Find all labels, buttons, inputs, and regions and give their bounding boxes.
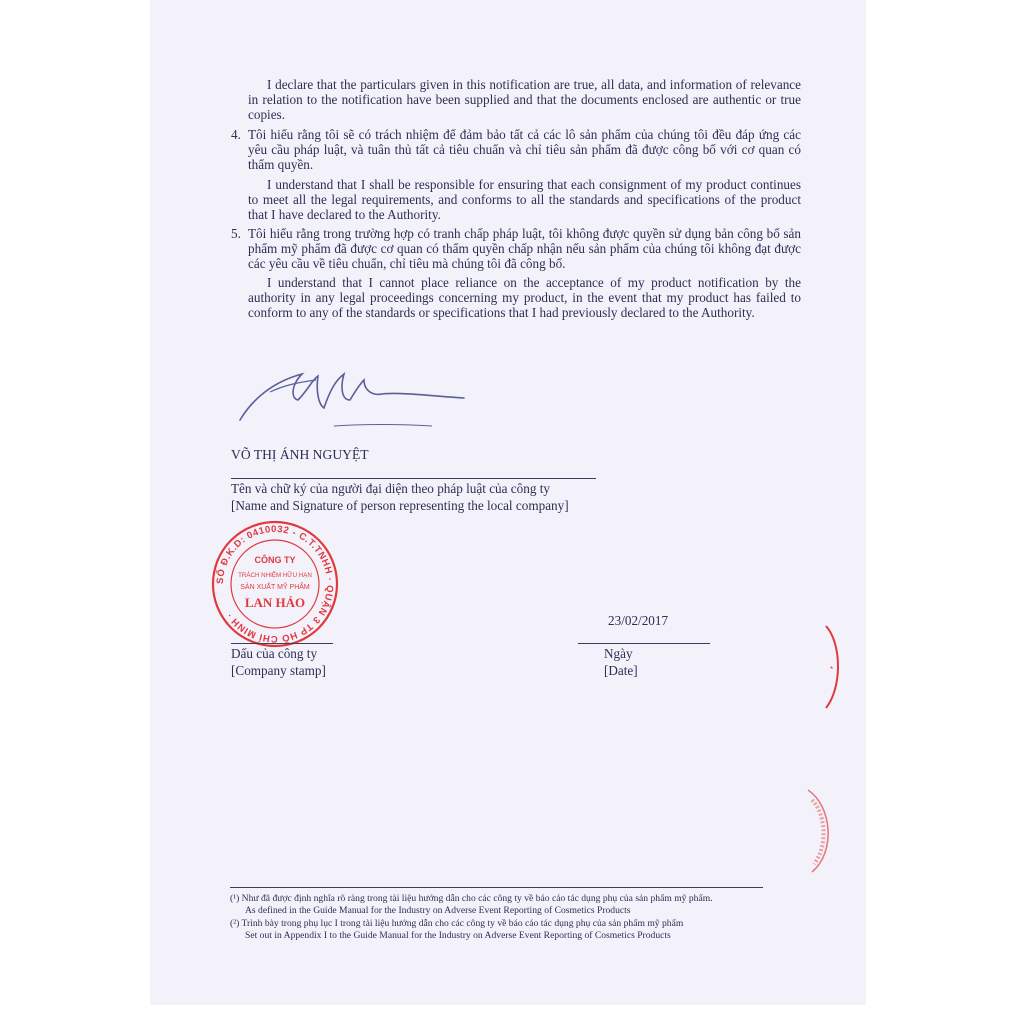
item-5-english: I understand that I cannot place reliance on the acceptance of my product notification by the authority in any legal proceedings concerning my product, in the event that my product has failed to conform to any of the standards or specifications that I had previously declared to the Authority. [248, 275, 801, 321]
footnote-2-vi: (²) Trình bày trong phụ lục I trong tài liệu hướng dẫn cho các công ty về báo cáo tác dụng phụ của sản phẩm mỹ phẩm [230, 918, 684, 929]
signatory-name: VÕ THỊ ÁNH NGUYỆT [231, 447, 369, 462]
footnote-divider [230, 887, 763, 888]
item-4-vietnamese: Tôi hiểu rằng tôi sẽ có trách nhiệm để đảm bảo tất cả các lô sản phẩm của chúng tôi đều đáp ứng các yêu cầu pháp luật, và tuân thủ tất cả tiêu chuẩn và chỉ tiêu sản phẩm đã được công bố với cơ quan có thẩm quyền. [248, 127, 801, 173]
stamp-caption-vi: Dấu của công ty [231, 646, 318, 661]
stamp-line-4: LAN HẢO [244, 595, 306, 610]
signature-caption-vi: Tên và chữ ký của người đại diện theo pháp luật của công ty [231, 481, 550, 496]
stamp-line-3: SẢN XUẤT MỸ PHẨM [240, 584, 310, 591]
item-5-vietnamese: Tôi hiểu rằng trong trường hợp có tranh chấp pháp luật, tôi không được quyền sử dụng bản công bố sản phẩm mỹ phẩm đã được cơ quan có thẩm quyền chấp nhận nếu sản phẩm của chúng tôi không đạt được các yêu cầu về tiêu chuẩn, chỉ tiêu mà chúng tôi đã công bố. [248, 226, 801, 272]
footnote-1-vi: (¹) Như đã được định nghĩa rõ ràng trong tài liệu hướng dẫn cho các công ty về báo cáo tác dụng phụ của sản phẩm mỹ phẩm. [230, 893, 713, 904]
date-caption-vi: Ngày [604, 646, 633, 661]
company-stamp [210, 519, 340, 649]
declaration-paragraph-en: I declare that the particulars given in this notification are true, all data, and information of relevance in relation to the notification have been supplied and that the documents enclosed are authentic or true copies. [248, 77, 801, 123]
date-line [578, 643, 710, 644]
edge-seal-lower [802, 786, 842, 876]
signature-caption-en: [Name and Signature of person representing the local company] [231, 498, 569, 513]
stamp-ring-text: SỐ Đ.K.D: 0410032 - C.T.TNHH · QUẬN 3 TP HỒ CHÍ MINH · [214, 523, 336, 645]
edge-seal-upper [820, 622, 850, 712]
signature-line [231, 478, 596, 479]
stamp-line [231, 643, 333, 644]
date-caption-en: [Date] [604, 663, 638, 678]
footnote-1-en: As defined in the Guide Manual for the Industry on Adverse Event Reporting of Cosmetics Products [245, 905, 631, 916]
svg-text:*: * [830, 665, 834, 674]
stamp-line-1: CÔNG TY [254, 555, 296, 565]
item-4-number: 4. [231, 127, 241, 142]
stamp-caption-en: [Company stamp] [231, 663, 326, 678]
date-value: 23/02/2017 [608, 613, 669, 628]
footnote-2-en: Set out in Appendix I to the Guide Manual for the Industry on Adverse Event Reporting of Cosmetics Products [245, 930, 671, 941]
stamp-line-2: TRÁCH NHIỆM HỮU HẠN [238, 572, 312, 579]
item-5-number: 5. [231, 226, 241, 241]
handwritten-signature [232, 360, 502, 440]
item-4-english: I understand that I shall be responsible for ensuring that each consignment of my product continues to meet all the legal requirements, and conforms to all the standards and specifications of the product that I have declared to the Authority. [248, 177, 801, 223]
